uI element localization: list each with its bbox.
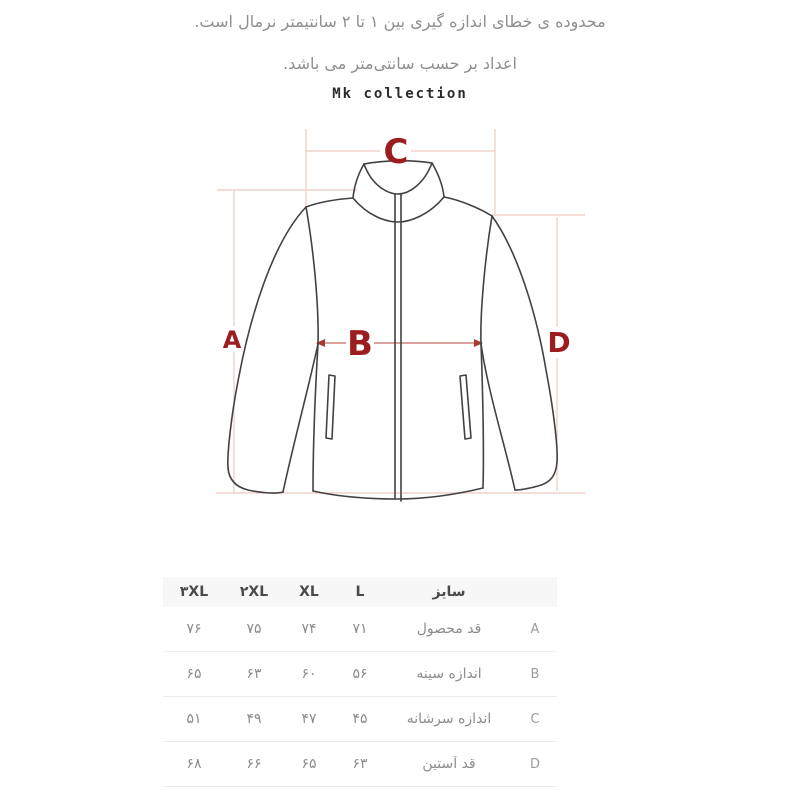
value-2xl: ۶۶ xyxy=(246,756,262,772)
header-3xl: ۳XL xyxy=(179,584,209,600)
label-a: A xyxy=(222,326,242,354)
row-letter: D xyxy=(529,756,540,772)
brand-name: Mk collection xyxy=(332,86,468,102)
value-3xl: ۵۱ xyxy=(186,711,202,727)
table-row-d xyxy=(163,742,557,787)
value-xl: ۴۷ xyxy=(301,711,317,727)
units-note: اعداد بر حسب سانتی‌متر می باشد. xyxy=(283,54,517,73)
row-label: قد آستین xyxy=(422,756,476,772)
row-label: اندازه سینه xyxy=(416,666,482,682)
measurement-tolerance-note: محدوده ی خطای اندازه گیری بین ۱ تا ۲ سانتیمتر نرمال است. xyxy=(194,12,606,31)
label-d: D xyxy=(547,326,571,359)
value-xl: ۷۴ xyxy=(301,621,317,637)
jacket-outline xyxy=(228,161,557,501)
row-label: اندازه سرشانه xyxy=(406,711,492,727)
value-l: ۴۵ xyxy=(352,711,368,727)
value-l: ۷۱ xyxy=(352,621,368,637)
header-l: L xyxy=(355,584,365,600)
right-pocket xyxy=(460,375,471,439)
value-3xl: ۷۶ xyxy=(186,621,202,637)
size-table-header xyxy=(163,577,557,607)
value-2xl: ۶۳ xyxy=(246,666,262,682)
left-pocket xyxy=(326,375,335,439)
row-letter: A xyxy=(530,621,540,637)
header-2xl: ۲XL xyxy=(239,584,269,600)
value-3xl: ۶۸ xyxy=(186,756,202,772)
row-letter: B xyxy=(530,666,540,682)
table-row-b xyxy=(163,652,557,697)
table-row-c xyxy=(163,697,557,742)
label-c: C xyxy=(383,132,409,172)
size-table xyxy=(163,577,557,787)
value-2xl: ۷۵ xyxy=(246,621,262,637)
value-l: ۶۳ xyxy=(352,756,368,772)
value-2xl: ۴۹ xyxy=(246,711,262,727)
row-label: قد محصول xyxy=(416,621,482,637)
label-b: B xyxy=(347,324,373,364)
table-row-a xyxy=(163,607,557,652)
value-3xl: ۶۵ xyxy=(186,666,202,682)
header-xl: XL xyxy=(299,584,319,600)
header-size: سایز xyxy=(432,584,466,600)
row-letter: C xyxy=(530,711,540,727)
value-xl: ۶۰ xyxy=(301,666,317,682)
value-l: ۵۶ xyxy=(352,666,368,682)
value-xl: ۶۵ xyxy=(301,756,317,772)
